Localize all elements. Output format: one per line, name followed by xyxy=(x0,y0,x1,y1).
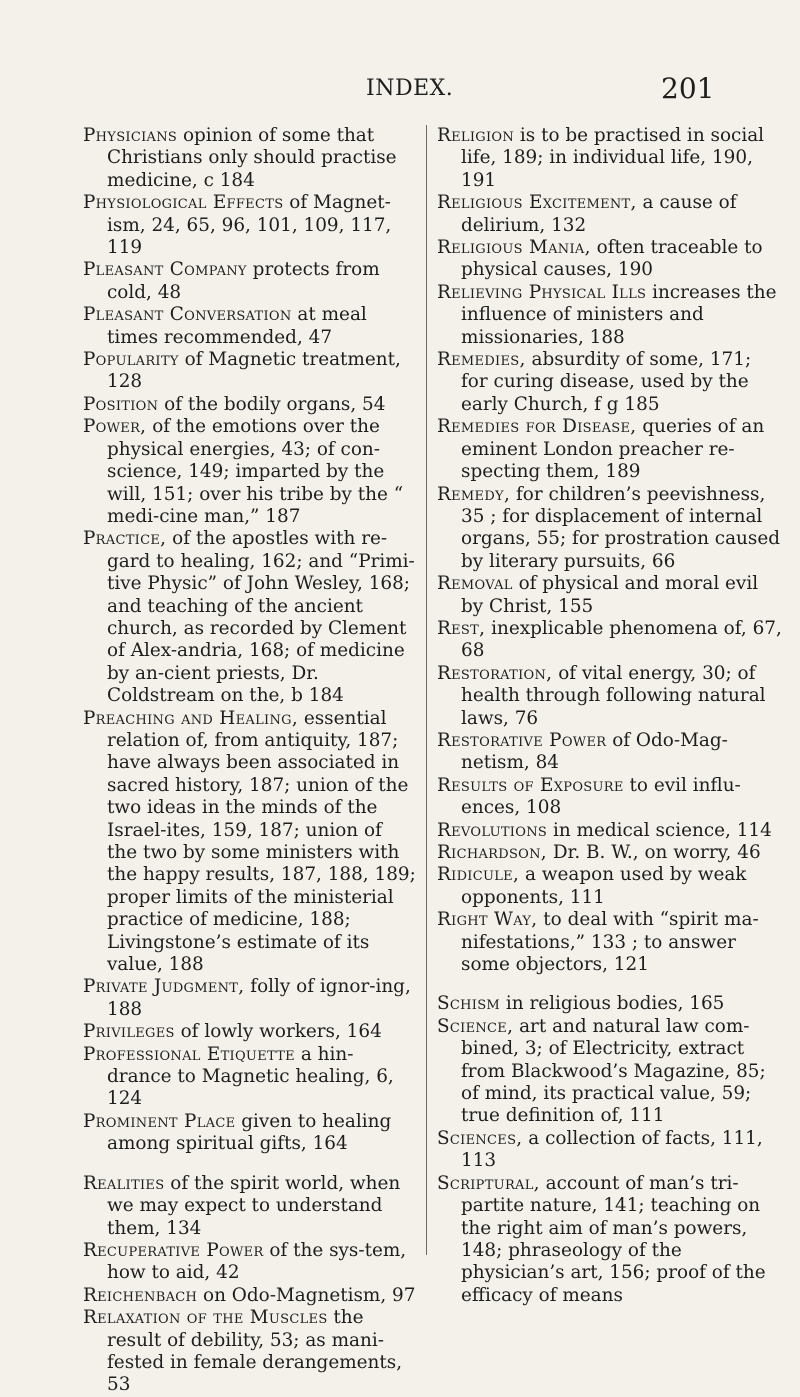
index-entry xyxy=(437,820,782,842)
entry-head: Right Way, xyxy=(437,909,538,931)
entry-text: of the spirit world, when we may expect to understand them, 134 xyxy=(107,1172,401,1239)
entry-text: of the bodily organs, 54 xyxy=(164,393,386,415)
entry-text: queries of an eminent London preacher re-specting them, 189 xyxy=(461,416,765,483)
entry-text: opinion of some that Christians only should practise medicine, c 184 xyxy=(107,125,397,191)
entry-text: on Odo-Magnetism, 97 xyxy=(203,1284,416,1306)
index-entry xyxy=(83,259,417,304)
entry-head: Professional Etiquette xyxy=(83,1043,295,1065)
index-entry xyxy=(437,282,782,349)
entry-text: inexplicable phenomena of, 67, 68 xyxy=(461,617,782,662)
index-entry xyxy=(437,993,782,1015)
index-entry xyxy=(437,349,782,416)
entry-text: Dr. B. W., on worry, 46 xyxy=(552,842,761,863)
entry-text: of lowly workers, 164 xyxy=(180,1021,382,1043)
entry-text: of the sys-tem, how to aid, 42 xyxy=(107,1239,407,1284)
index-entry xyxy=(437,663,782,730)
entry-head: Scriptural, xyxy=(437,1172,540,1194)
index-entry xyxy=(437,125,782,192)
entry-text: a hin-drance to Magnetic healing, 6, 124 xyxy=(107,1043,394,1110)
entry-head: Relieving Physical Ills xyxy=(437,281,647,303)
index-entry xyxy=(437,416,782,483)
entry-text: essential relation of, from antiquity, 187; have always been associated in sacred history, 187; union of the two ideas in the minds of the Israel-ites, 159, 187; union of the two by some ministers with the happy results, 187, 188, 189; proper limits of the ministerial practice of medicine, 188; Livingstone’s estimate of its value, 188 xyxy=(107,707,416,976)
page-number: 201 xyxy=(661,72,715,105)
entry-head: Remedy, xyxy=(437,483,511,505)
index-entry xyxy=(437,842,782,864)
entry-head: Richardson, xyxy=(437,842,547,863)
entry-text: increases the influence of ministers and missionaries, 188 xyxy=(461,281,777,348)
index-entry xyxy=(437,618,782,663)
entry-head: Popularity xyxy=(83,349,179,371)
entry-text: to deal with “spirit ma-nifestations,” 133 ; to answer some objectors, 121 xyxy=(461,909,759,976)
index-entry xyxy=(83,976,417,1021)
entry-text: folly of ignor-ing, 188 xyxy=(107,976,411,1020)
index-entry xyxy=(83,1240,417,1285)
running-title: INDEX. xyxy=(366,76,454,101)
entry-text: absurdity of some, 171; for curing disease, used by the early Church, f g 185 xyxy=(461,349,752,415)
index-entry xyxy=(437,1173,782,1307)
entry-text: of the apostles with re-gard to healing, 162; and “Primi-tive Physic” of John Wesley, 168; and teaching of the ancient church, as recorded by Clement of Alex-andria, 168; of medicine by an-cient priests, Dr. Coldstream on the, b 184 xyxy=(107,528,415,707)
entry-text: of vital energy, 30; of health through following natural laws, 76 xyxy=(461,662,766,729)
index-entry xyxy=(83,1021,417,1043)
entry-head: Pleasant Company xyxy=(83,259,247,281)
index-entry xyxy=(83,1285,417,1307)
entry-head: Recuperative Power xyxy=(83,1239,264,1261)
column-divider xyxy=(426,125,427,1255)
entry-text: account of man’s tri-partite nature, 141; teaching on the right aim of man’s powers, 148; phraseology of the physician’s art, 156; proof of the efficacy of means xyxy=(461,1172,766,1306)
entry-text: of the emotions over the physical energies, 43; of con-science, 149; imparted by the will, 151; over his tribe by the “ medi-cine man,” 187 xyxy=(107,416,404,527)
entry-text: of Magnet-ism, 24, 65, 96, 101, 109, 117, 119 xyxy=(107,192,392,259)
entry-head: Rest, xyxy=(437,617,486,639)
index-entry xyxy=(83,394,417,416)
index-entry xyxy=(83,125,417,192)
entry-head: Ridicule, xyxy=(437,864,520,886)
left-column xyxy=(83,125,417,1397)
entry-head: Science, xyxy=(437,1015,514,1037)
index-entry xyxy=(437,1016,782,1128)
entry-text: at meal times recommended, 47 xyxy=(107,304,367,348)
entry-head: Removal xyxy=(437,573,513,595)
entry-text: a weapon used by weak opponents, 111 xyxy=(461,864,747,908)
entry-text: a cause of delirium, 132 xyxy=(461,192,737,236)
index-entry xyxy=(437,730,782,775)
index-entry xyxy=(437,237,782,282)
entry-head: Reichenbach xyxy=(83,1284,198,1306)
entry-text: for children’s peevishness, 35 ; for displacement of internal organs, 55; for prostration caused by literary pursuits, 66 xyxy=(461,483,780,572)
entry-head: Religion xyxy=(437,125,515,146)
index-entry xyxy=(83,528,417,707)
entry-head: Power, xyxy=(83,416,147,438)
entry-text: in medical science, 114 xyxy=(552,819,772,841)
entry-head: Restoration, xyxy=(437,662,553,684)
index-entry xyxy=(437,573,782,618)
entry-text: the result of debility, 53; as mani-fested in female derangements, 53 xyxy=(107,1307,403,1396)
index-entry xyxy=(83,349,417,394)
entry-text: to evil influ-ences, 108 xyxy=(461,774,741,819)
entry-head: Revolutions xyxy=(437,819,548,841)
index-entry xyxy=(83,1307,417,1397)
page-header xyxy=(0,72,800,110)
entry-text: of Odo-Mag-netism, 84 xyxy=(461,729,728,774)
index-entry xyxy=(437,864,782,909)
index-entry xyxy=(437,484,782,574)
index-entry xyxy=(83,192,417,259)
entry-text: in religious bodies, 165 xyxy=(505,993,725,1015)
entry-head: Physiological Effects xyxy=(83,192,284,214)
index-entry xyxy=(83,416,417,528)
entry-head: Preaching and Healing, xyxy=(83,707,298,729)
entry-head: Position xyxy=(83,393,159,415)
index-entry xyxy=(83,1173,417,1240)
entry-head: Schism xyxy=(437,993,501,1015)
entry-head: Remedies, xyxy=(437,349,526,371)
index-entry xyxy=(437,909,782,976)
entry-head: Privileges xyxy=(83,1021,175,1043)
entry-head: Religious Mania, xyxy=(437,237,591,259)
entry-head: Private Judgment, xyxy=(83,976,245,998)
index-entry xyxy=(83,304,417,349)
right-column xyxy=(437,125,782,1307)
entry-text: is to be practised in social life, 189; in individual life, 190, 191 xyxy=(461,125,765,191)
entry-head: Restorative Power xyxy=(437,729,607,751)
entry-head: Remedies for Disease, xyxy=(437,416,637,438)
entry-head: Physicians xyxy=(83,125,178,146)
entry-text: protects from cold, 48 xyxy=(107,259,380,303)
index-entry xyxy=(437,192,782,237)
index-entry xyxy=(83,1044,417,1111)
entry-head: Pleasant Conversation xyxy=(83,304,292,326)
entry-head: Results of Exposure xyxy=(437,774,624,796)
entry-text: of Magnetic treatment, 128 xyxy=(107,349,401,393)
entry-head: Religious Excitement, xyxy=(437,192,637,214)
entry-head: Practice, xyxy=(83,528,167,550)
entry-text: given to healing among spiritual gifts, 164 xyxy=(107,1110,392,1155)
entry-text: a collection of facts, 111, 113 xyxy=(461,1127,763,1172)
entry-head: Realities xyxy=(83,1172,165,1194)
entry-head: Sciences, xyxy=(437,1127,523,1149)
entry-head: Prominent Place xyxy=(83,1110,236,1132)
entry-text: of physical and moral evil by Christ, 155 xyxy=(461,573,759,617)
index-entry xyxy=(437,1128,782,1173)
index-entry xyxy=(83,1111,417,1156)
entry-text: art and natural law com-bined, 3; of Electricity, extract from Blackwood’s Magazine, 85; of mind, its practical value, 59; true definition of, 111 xyxy=(461,1015,766,1127)
entry-head: Relaxation of the Muscles xyxy=(83,1307,328,1329)
index-entry xyxy=(83,708,417,977)
index-entry xyxy=(437,775,782,820)
entry-text: often traceable to physical causes, 190 xyxy=(461,237,763,281)
